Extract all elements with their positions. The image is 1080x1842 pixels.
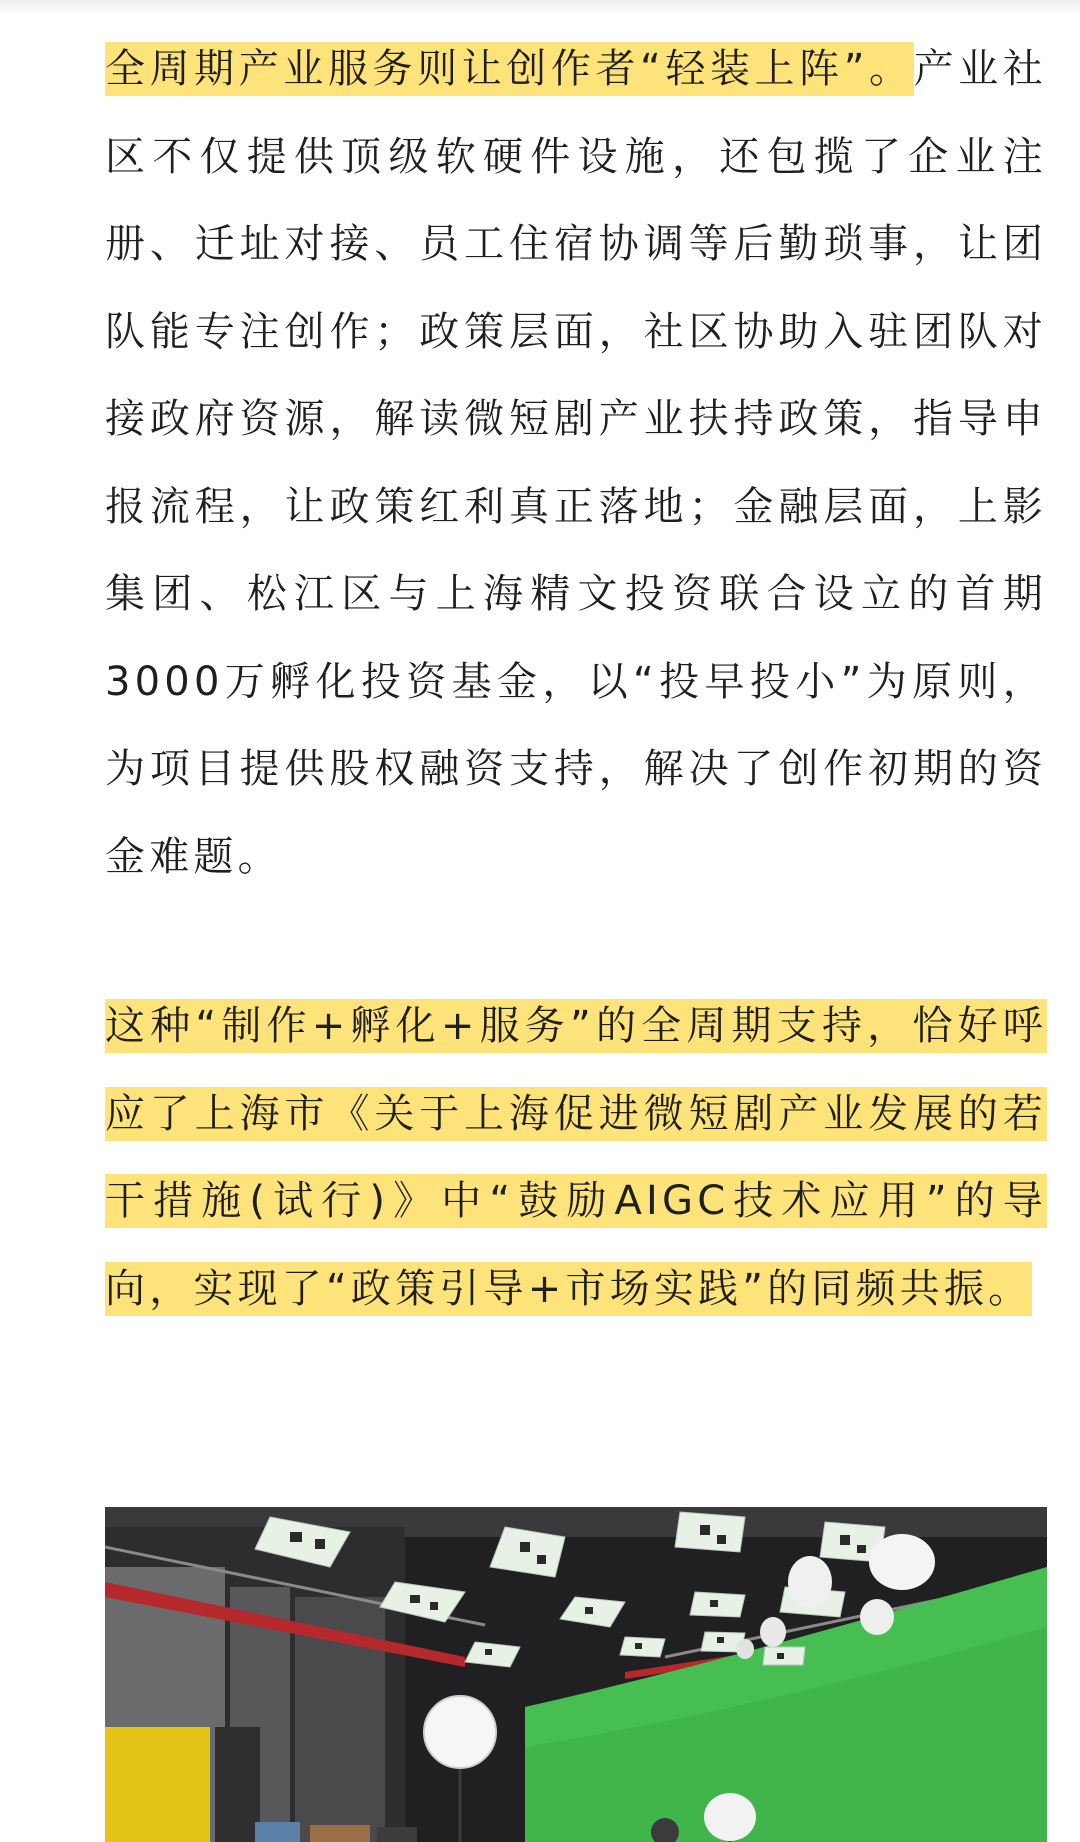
paragraph-2 — [105, 983, 1047, 1333]
paragraph-1 — [105, 26, 1047, 901]
top-edge — [0, 0, 1080, 14]
highlighted-text: 全周期产业服务则让创作者“轻装上阵”。 — [105, 42, 914, 96]
studio-photo-illustration — [105, 1507, 1047, 1842]
studio-photo[interactable] — [105, 1507, 1047, 1842]
highlighted-text: 这种“制作+孵化+服务”的全周期支持，恰好呼应了上海市《关于上海促进微短剧产业发展的若干措施(试行)》中“鼓励AIGC技术应用”的导向，实现了“政策引导+市场实践”的同频共振。 — [105, 999, 1047, 1316]
paragraph-text: 产业社区不仅提供顶级软硬件设施，还包揽了企业注册、迁址对接、员工住宿协调等后勤琐事，让团队能专注创作；政策层面，社区协助入驻团队对接政府资源，解读微短剧产业扶持政策，指导申报流程，让政策红利真正落地；金融层面，上影集团、松江区与上海精文投资联合设立的首期3000万孵化投资基金，以“投早投小”为原则，为项目提供股权融资支持，解决了创作初期的资金难题。 — [105, 46, 1048, 880]
